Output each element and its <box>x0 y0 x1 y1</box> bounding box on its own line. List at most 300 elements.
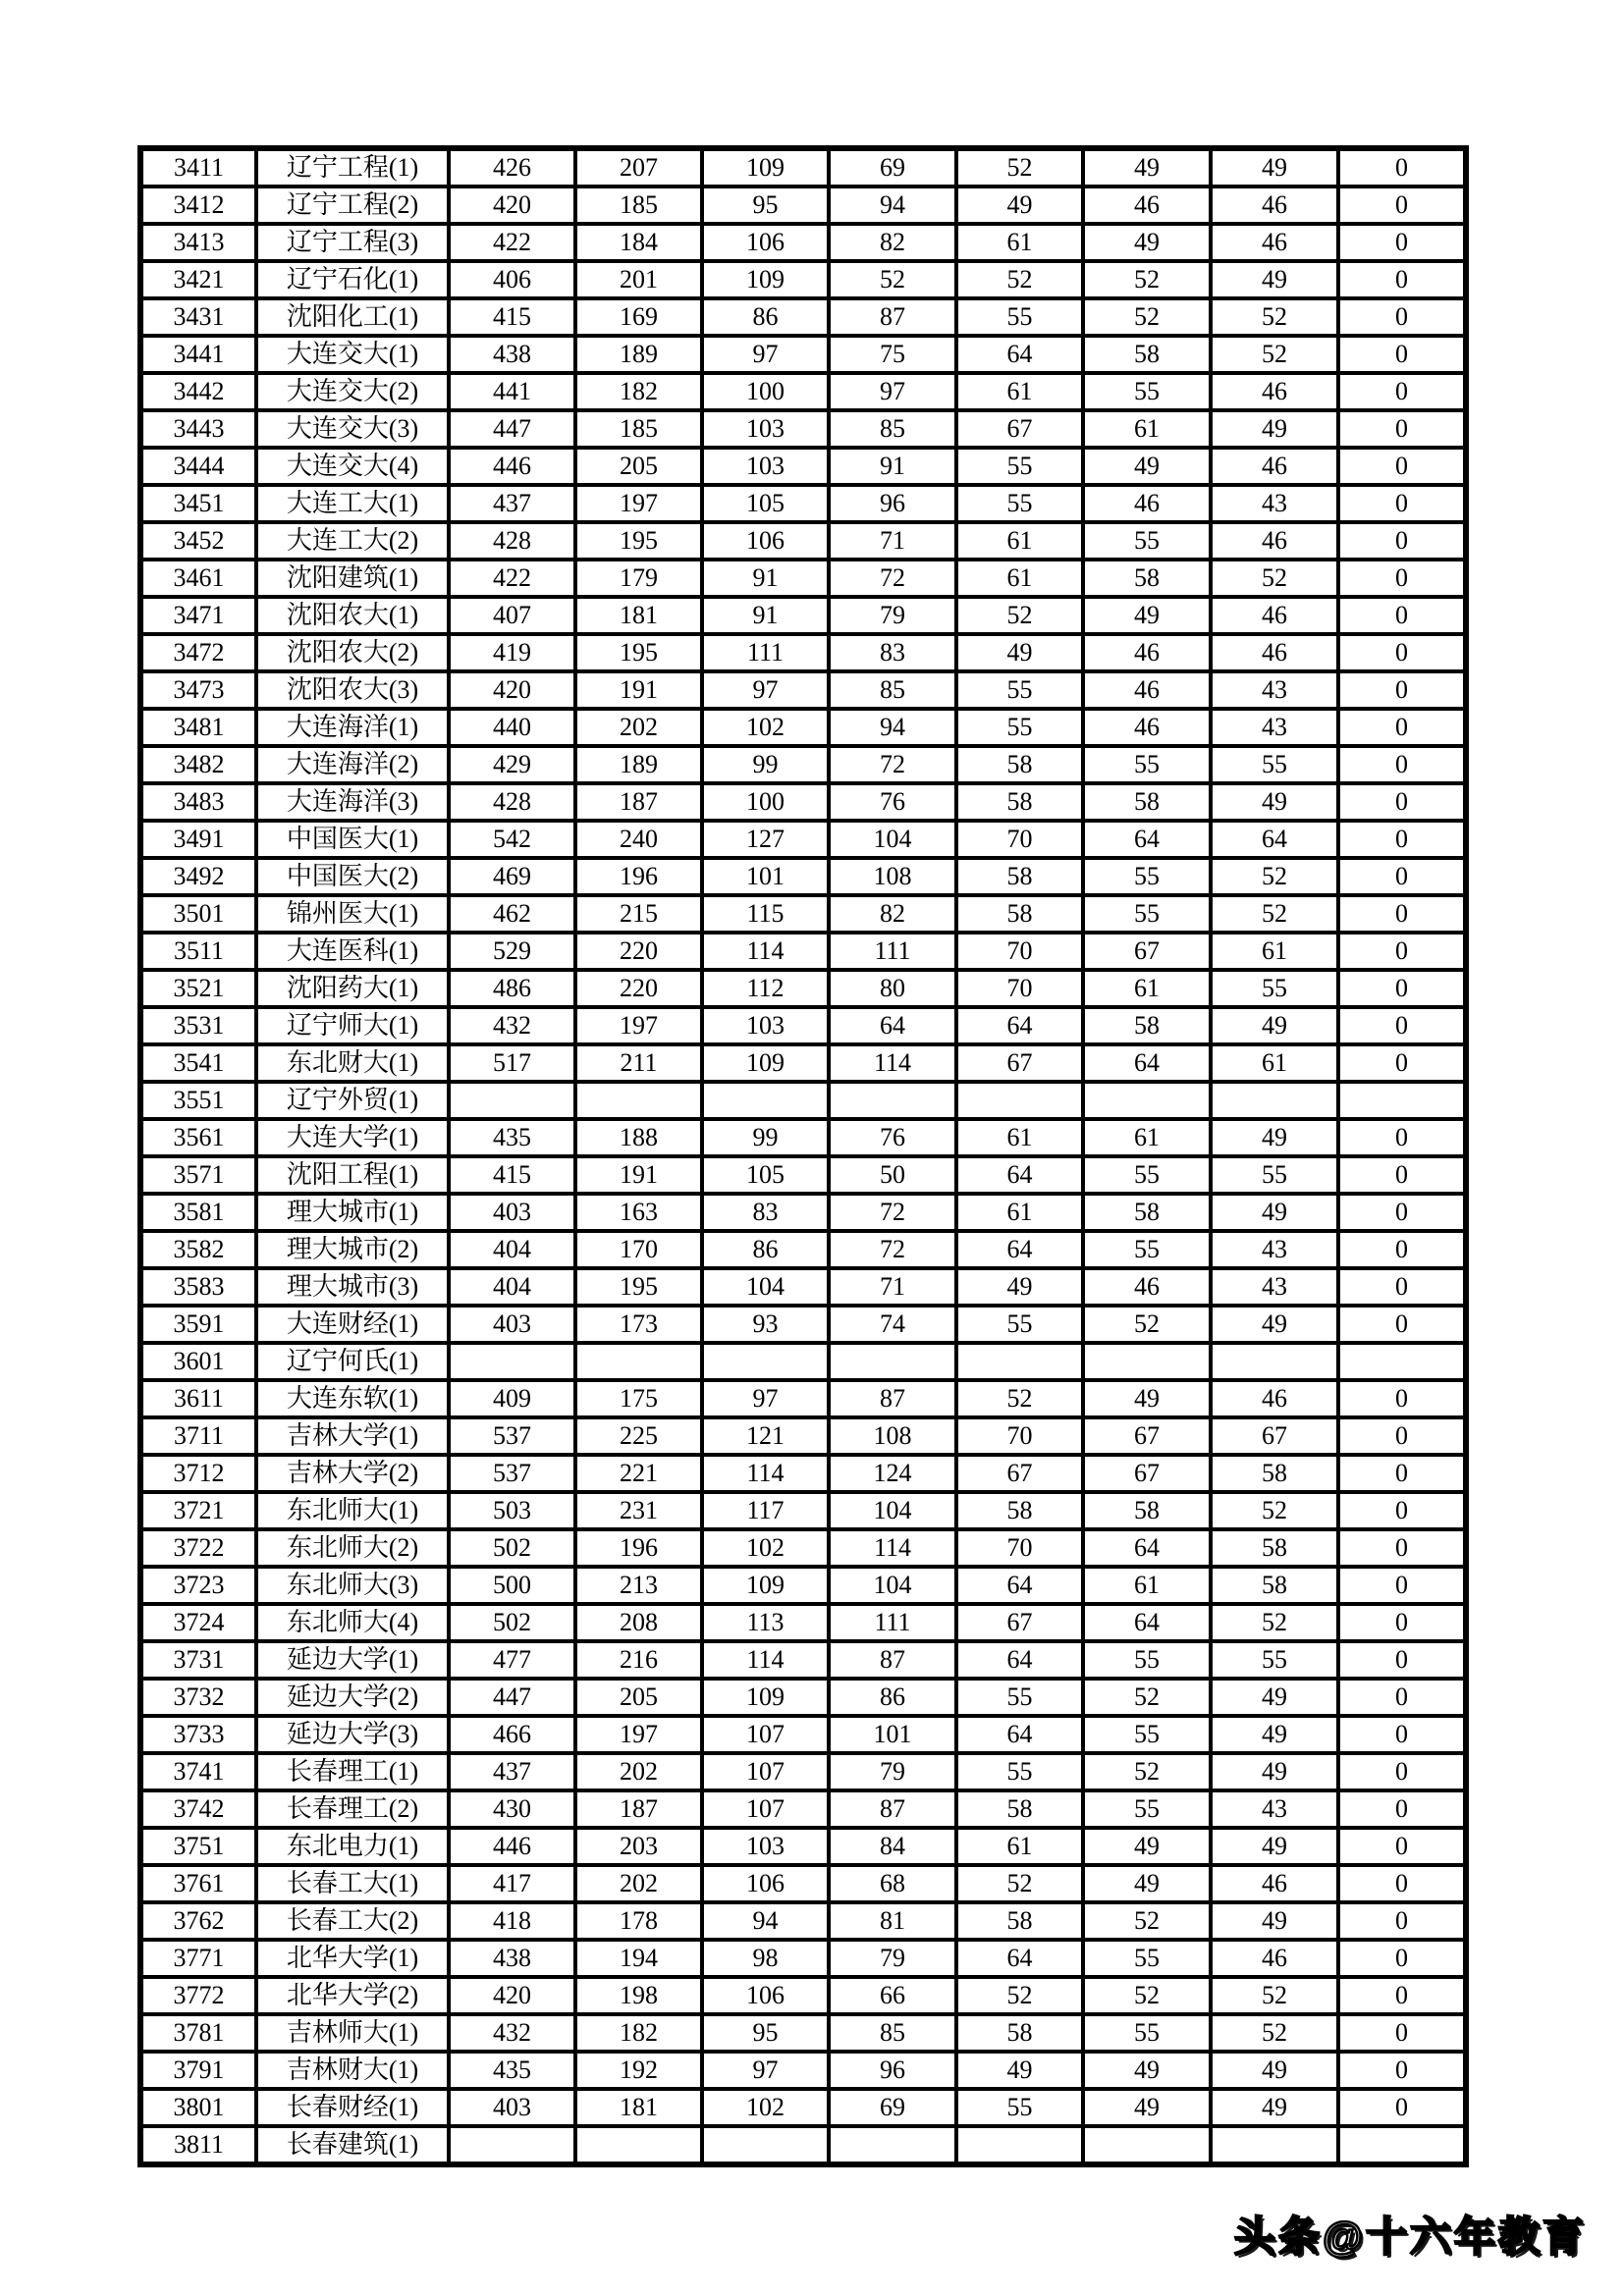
scores-table <box>137 145 1469 2167</box>
value-cell <box>702 1343 829 1380</box>
value-cell: 517 <box>449 1044 575 1082</box>
value-cell: 0 <box>1338 634 1466 671</box>
value-cell: 103 <box>702 448 829 485</box>
table-row <box>140 1790 1466 1828</box>
table-row <box>140 2052 1466 2089</box>
value-cell <box>1083 1343 1211 1380</box>
value-cell: 207 <box>575 148 702 187</box>
name-cell: 辽宁工程(2) <box>256 187 449 224</box>
value-cell: 440 <box>449 709 575 746</box>
value-cell: 95 <box>702 187 829 224</box>
value-cell: 55 <box>1083 522 1211 560</box>
value-cell: 220 <box>575 933 702 970</box>
value-cell: 91 <box>829 448 956 485</box>
value-cell: 61 <box>1211 1044 1338 1082</box>
value-cell: 52 <box>1211 1977 1338 2014</box>
value-cell: 64 <box>956 336 1083 373</box>
value-cell: 418 <box>449 1902 575 1940</box>
value-cell: 124 <box>829 1455 956 1492</box>
code-cell: 3733 <box>140 1716 256 1753</box>
table-row <box>140 1455 1466 1492</box>
value-cell: 58 <box>956 1902 1083 1940</box>
value-cell <box>449 1082 575 1119</box>
value-cell: 49 <box>1083 597 1211 634</box>
value-cell: 58 <box>1211 1567 1338 1604</box>
code-cell: 3473 <box>140 671 256 709</box>
value-cell: 82 <box>829 895 956 933</box>
value-cell: 415 <box>449 1156 575 1194</box>
value-cell: 502 <box>449 1529 575 1567</box>
table-row <box>140 1231 1466 1268</box>
table-row <box>140 1007 1466 1044</box>
value-cell: 52 <box>956 1865 1083 1902</box>
value-cell: 49 <box>1211 2052 1338 2089</box>
value-cell: 52 <box>829 261 956 298</box>
value-cell: 55 <box>1083 1231 1211 1268</box>
value-cell: 58 <box>956 783 1083 821</box>
value-cell: 61 <box>1083 1567 1211 1604</box>
value-cell: 104 <box>829 1492 956 1529</box>
table-row <box>140 1492 1466 1529</box>
value-cell: 64 <box>1211 821 1338 858</box>
value-cell: 197 <box>575 1716 702 1753</box>
value-cell: 0 <box>1338 671 1466 709</box>
value-cell: 52 <box>956 1977 1083 2014</box>
name-cell: 东北财大(1) <box>256 1044 449 1082</box>
name-cell: 理大城市(3) <box>256 1268 449 1306</box>
value-cell: 64 <box>1083 1044 1211 1082</box>
value-cell: 406 <box>449 261 575 298</box>
value-cell: 75 <box>829 336 956 373</box>
value-cell: 102 <box>702 1529 829 1567</box>
table-row <box>140 709 1466 746</box>
code-cell: 3412 <box>140 187 256 224</box>
value-cell: 55 <box>1211 970 1338 1007</box>
value-cell: 52 <box>1083 1753 1211 1790</box>
value-cell: 184 <box>575 224 702 261</box>
value-cell: 106 <box>702 1977 829 2014</box>
name-cell: 沈阳农大(2) <box>256 634 449 671</box>
value-cell: 0 <box>1338 1231 1466 1268</box>
value-cell: 103 <box>702 1007 829 1044</box>
table-row <box>140 1865 1466 1902</box>
value-cell: 55 <box>956 298 1083 336</box>
value-cell: 0 <box>1338 522 1466 560</box>
value-cell: 49 <box>1211 261 1338 298</box>
value-cell: 55 <box>1083 2014 1211 2052</box>
value-cell: 95 <box>702 2014 829 2052</box>
table-row <box>140 895 1466 933</box>
value-cell: 202 <box>575 1753 702 1790</box>
value-cell: 96 <box>829 2052 956 2089</box>
value-cell: 196 <box>575 1529 702 1567</box>
value-cell: 101 <box>702 858 829 895</box>
value-cell: 58 <box>1211 1529 1338 1567</box>
value-cell: 211 <box>575 1044 702 1082</box>
value-cell: 55 <box>956 485 1083 522</box>
code-cell: 3492 <box>140 858 256 895</box>
value-cell: 58 <box>1083 1007 1211 1044</box>
value-cell: 103 <box>702 410 829 448</box>
value-cell: 55 <box>1211 1641 1338 1679</box>
name-cell: 大连大学(1) <box>256 1119 449 1156</box>
value-cell: 503 <box>449 1492 575 1529</box>
code-cell: 3791 <box>140 2052 256 2089</box>
name-cell: 辽宁师大(1) <box>256 1007 449 1044</box>
value-cell: 46 <box>1211 522 1338 560</box>
table-row <box>140 1902 1466 1940</box>
name-cell: 大连海洋(1) <box>256 709 449 746</box>
name-cell: 沈阳农大(1) <box>256 597 449 634</box>
value-cell: 49 <box>1083 224 1211 261</box>
value-cell: 58 <box>956 895 1083 933</box>
value-cell: 46 <box>1083 671 1211 709</box>
value-cell: 102 <box>702 709 829 746</box>
value-cell: 58 <box>956 2014 1083 2052</box>
value-cell: 435 <box>449 1119 575 1156</box>
value-cell: 486 <box>449 970 575 1007</box>
code-cell: 3441 <box>140 336 256 373</box>
value-cell: 105 <box>702 485 829 522</box>
value-cell: 0 <box>1338 1940 1466 1977</box>
value-cell: 202 <box>575 709 702 746</box>
code-cell: 3413 <box>140 224 256 261</box>
value-cell: 52 <box>1211 858 1338 895</box>
value-cell: 415 <box>449 298 575 336</box>
code-cell: 3771 <box>140 1940 256 1977</box>
value-cell: 0 <box>1338 410 1466 448</box>
value-cell: 55 <box>1211 1156 1338 1194</box>
value-cell: 0 <box>1338 1977 1466 2014</box>
value-cell: 0 <box>1338 933 1466 970</box>
value-cell: 0 <box>1338 1828 1466 1865</box>
value-cell: 43 <box>1211 671 1338 709</box>
value-cell: 0 <box>1338 895 1466 933</box>
value-cell <box>829 1343 956 1380</box>
value-cell: 72 <box>829 746 956 783</box>
value-cell: 72 <box>829 1231 956 1268</box>
value-cell: 66 <box>829 1977 956 2014</box>
value-cell: 70 <box>956 970 1083 1007</box>
table-row <box>140 448 1466 485</box>
name-cell: 东北师大(3) <box>256 1567 449 1604</box>
code-cell: 3723 <box>140 1567 256 1604</box>
value-cell: 0 <box>1338 1790 1466 1828</box>
value-cell: 55 <box>956 448 1083 485</box>
value-cell: 72 <box>829 1194 956 1231</box>
value-cell <box>1211 1343 1338 1380</box>
code-cell: 3531 <box>140 1007 256 1044</box>
value-cell: 67 <box>1211 1417 1338 1455</box>
value-cell: 432 <box>449 1007 575 1044</box>
name-cell: 沈阳农大(3) <box>256 671 449 709</box>
value-cell: 58 <box>1083 1194 1211 1231</box>
value-cell: 105 <box>702 1156 829 1194</box>
value-cell: 43 <box>1211 1268 1338 1306</box>
value-cell: 84 <box>829 1828 956 1865</box>
value-cell: 79 <box>829 1753 956 1790</box>
value-cell: 46 <box>1083 634 1211 671</box>
value-cell: 61 <box>956 1119 1083 1156</box>
table-row <box>140 560 1466 597</box>
value-cell: 49 <box>1211 410 1338 448</box>
value-cell: 58 <box>1083 560 1211 597</box>
code-cell: 3582 <box>140 1231 256 1268</box>
value-cell: 0 <box>1338 336 1466 373</box>
value-cell: 52 <box>1211 1492 1338 1529</box>
value-cell: 102 <box>702 2089 829 2126</box>
value-cell: 55 <box>956 1753 1083 1790</box>
value-cell: 104 <box>702 1268 829 1306</box>
value-cell: 49 <box>1211 783 1338 821</box>
name-cell: 东北师大(2) <box>256 1529 449 1567</box>
code-cell: 3551 <box>140 1082 256 1119</box>
value-cell: 188 <box>575 1119 702 1156</box>
value-cell: 61 <box>956 373 1083 410</box>
name-cell: 长春工大(2) <box>256 1902 449 1940</box>
value-cell: 420 <box>449 187 575 224</box>
value-cell: 435 <box>449 2052 575 2089</box>
value-cell: 49 <box>956 187 1083 224</box>
value-cell: 70 <box>956 821 1083 858</box>
value-cell: 0 <box>1338 448 1466 485</box>
value-cell: 61 <box>956 224 1083 261</box>
value-cell: 64 <box>956 1007 1083 1044</box>
value-cell: 55 <box>1083 373 1211 410</box>
name-cell: 长春理工(2) <box>256 1790 449 1828</box>
scores-table-body <box>140 148 1466 2164</box>
value-cell: 46 <box>1211 1380 1338 1417</box>
value-cell: 70 <box>956 1417 1083 1455</box>
value-cell: 64 <box>956 1940 1083 1977</box>
name-cell: 东北电力(1) <box>256 1828 449 1865</box>
value-cell: 127 <box>702 821 829 858</box>
value-cell: 447 <box>449 1679 575 1716</box>
value-cell: 205 <box>575 448 702 485</box>
table-row <box>140 373 1466 410</box>
code-cell: 3452 <box>140 522 256 560</box>
name-cell: 延边大学(3) <box>256 1716 449 1753</box>
table-row <box>140 1417 1466 1455</box>
value-cell: 86 <box>702 1231 829 1268</box>
table-row <box>140 148 1466 187</box>
value-cell: 0 <box>1338 1007 1466 1044</box>
name-cell: 长春财经(1) <box>256 2089 449 2126</box>
value-cell: 109 <box>702 1679 829 1716</box>
value-cell: 0 <box>1338 2089 1466 2126</box>
value-cell: 49 <box>1211 1753 1338 1790</box>
value-cell: 52 <box>1083 298 1211 336</box>
value-cell: 46 <box>1083 485 1211 522</box>
table-row <box>140 336 1466 373</box>
value-cell: 462 <box>449 895 575 933</box>
value-cell: 182 <box>575 2014 702 2052</box>
value-cell: 52 <box>1211 336 1338 373</box>
value-cell: 72 <box>829 560 956 597</box>
value-cell: 185 <box>575 187 702 224</box>
value-cell: 58 <box>1083 336 1211 373</box>
value-cell: 175 <box>575 1380 702 1417</box>
value-cell: 52 <box>1083 1902 1211 1940</box>
value-cell: 0 <box>1338 298 1466 336</box>
code-cell: 3444 <box>140 448 256 485</box>
value-cell: 201 <box>575 261 702 298</box>
code-cell: 3722 <box>140 1529 256 1567</box>
value-cell: 61 <box>956 1194 1083 1231</box>
value-cell: 189 <box>575 746 702 783</box>
value-cell: 0 <box>1338 1119 1466 1156</box>
name-cell: 辽宁工程(3) <box>256 224 449 261</box>
code-cell: 3431 <box>140 298 256 336</box>
value-cell: 114 <box>702 933 829 970</box>
value-cell: 181 <box>575 2089 702 2126</box>
value-cell: 109 <box>702 1567 829 1604</box>
value-cell: 64 <box>829 1007 956 1044</box>
name-cell: 长春理工(1) <box>256 1753 449 1790</box>
value-cell: 55 <box>956 2089 1083 2126</box>
value-cell <box>956 1343 1083 1380</box>
value-cell: 43 <box>1211 1231 1338 1268</box>
name-cell: 沈阳药大(1) <box>256 970 449 1007</box>
value-cell: 55 <box>956 671 1083 709</box>
value-cell: 79 <box>829 1940 956 1977</box>
code-cell: 3561 <box>140 1119 256 1156</box>
value-cell: 67 <box>956 410 1083 448</box>
code-cell: 3721 <box>140 1492 256 1529</box>
value-cell: 0 <box>1338 1417 1466 1455</box>
value-cell: 91 <box>702 597 829 634</box>
value-cell: 52 <box>956 1380 1083 1417</box>
value-cell: 94 <box>829 187 956 224</box>
value-cell: 403 <box>449 2089 575 2126</box>
value-cell: 94 <box>829 709 956 746</box>
code-cell: 3461 <box>140 560 256 597</box>
value-cell: 106 <box>702 224 829 261</box>
value-cell: 115 <box>702 895 829 933</box>
table-row <box>140 1641 1466 1679</box>
table-row <box>140 2126 1466 2164</box>
value-cell: 99 <box>702 746 829 783</box>
value-cell: 469 <box>449 858 575 895</box>
value-cell: 71 <box>829 522 956 560</box>
value-cell: 195 <box>575 634 702 671</box>
value-cell: 182 <box>575 373 702 410</box>
value-cell: 98 <box>702 1940 829 1977</box>
value-cell: 49 <box>1211 1828 1338 1865</box>
value-cell: 70 <box>956 1529 1083 1567</box>
value-cell: 231 <box>575 1492 702 1529</box>
code-cell: 3411 <box>140 148 256 187</box>
value-cell: 96 <box>829 485 956 522</box>
value-cell: 111 <box>702 634 829 671</box>
table-row <box>140 821 1466 858</box>
value-cell: 420 <box>449 1977 575 2014</box>
value-cell <box>449 1343 575 1380</box>
value-cell: 114 <box>829 1044 956 1082</box>
value-cell: 185 <box>575 410 702 448</box>
value-cell: 220 <box>575 970 702 1007</box>
value-cell: 404 <box>449 1231 575 1268</box>
value-cell: 0 <box>1338 1567 1466 1604</box>
value-cell: 0 <box>1338 1044 1466 1082</box>
value-cell: 46 <box>1211 634 1338 671</box>
code-cell: 3501 <box>140 895 256 933</box>
value-cell: 192 <box>575 2052 702 2089</box>
table-row <box>140 1082 1466 1119</box>
value-cell: 542 <box>449 821 575 858</box>
value-cell: 0 <box>1338 1380 1466 1417</box>
value-cell: 58 <box>956 746 1083 783</box>
value-cell <box>1338 1343 1466 1380</box>
table-row <box>140 1604 1466 1641</box>
value-cell: 446 <box>449 448 575 485</box>
value-cell: 49 <box>956 2052 1083 2089</box>
value-cell: 55 <box>1211 746 1338 783</box>
value-cell: 0 <box>1338 1604 1466 1641</box>
value-cell: 80 <box>829 970 956 1007</box>
value-cell: 87 <box>829 1641 956 1679</box>
value-cell: 404 <box>449 1268 575 1306</box>
code-cell: 3601 <box>140 1343 256 1380</box>
value-cell: 81 <box>829 1902 956 1940</box>
table-row <box>140 1194 1466 1231</box>
code-cell: 3724 <box>140 1604 256 1641</box>
name-cell: 大连交大(2) <box>256 373 449 410</box>
value-cell: 64 <box>1083 821 1211 858</box>
value-cell: 64 <box>956 1231 1083 1268</box>
value-cell: 49 <box>1083 1828 1211 1865</box>
value-cell: 69 <box>829 148 956 187</box>
value-cell: 70 <box>956 933 1083 970</box>
value-cell: 417 <box>449 1865 575 1902</box>
value-cell: 49 <box>1083 2052 1211 2089</box>
table-row <box>140 783 1466 821</box>
code-cell: 3591 <box>140 1306 256 1343</box>
value-cell: 426 <box>449 148 575 187</box>
value-cell: 46 <box>1211 224 1338 261</box>
table-row <box>140 1380 1466 1417</box>
value-cell: 71 <box>829 1268 956 1306</box>
value-cell: 97 <box>702 336 829 373</box>
value-cell: 0 <box>1338 1716 1466 1753</box>
value-cell: 64 <box>1083 1604 1211 1641</box>
value-cell: 107 <box>702 1716 829 1753</box>
value-cell: 83 <box>702 1194 829 1231</box>
value-cell: 537 <box>449 1417 575 1455</box>
value-cell: 46 <box>1211 187 1338 224</box>
name-cell: 北华大学(2) <box>256 1977 449 2014</box>
value-cell: 447 <box>449 410 575 448</box>
value-cell: 43 <box>1211 709 1338 746</box>
value-cell: 46 <box>1083 709 1211 746</box>
value-cell: 189 <box>575 336 702 373</box>
value-cell: 87 <box>829 298 956 336</box>
value-cell: 82 <box>829 224 956 261</box>
value-cell: 67 <box>1083 933 1211 970</box>
code-cell: 3732 <box>140 1679 256 1716</box>
value-cell: 178 <box>575 1902 702 1940</box>
name-cell: 吉林师大(1) <box>256 2014 449 2052</box>
table-row <box>140 1268 1466 1306</box>
value-cell: 198 <box>575 1977 702 2014</box>
value-cell: 0 <box>1338 783 1466 821</box>
value-cell: 101 <box>829 1716 956 1753</box>
value-cell: 0 <box>1338 187 1466 224</box>
table-row <box>140 187 1466 224</box>
name-cell: 大连海洋(3) <box>256 783 449 821</box>
name-cell: 大连交大(3) <box>256 410 449 448</box>
value-cell: 55 <box>1083 1716 1211 1753</box>
